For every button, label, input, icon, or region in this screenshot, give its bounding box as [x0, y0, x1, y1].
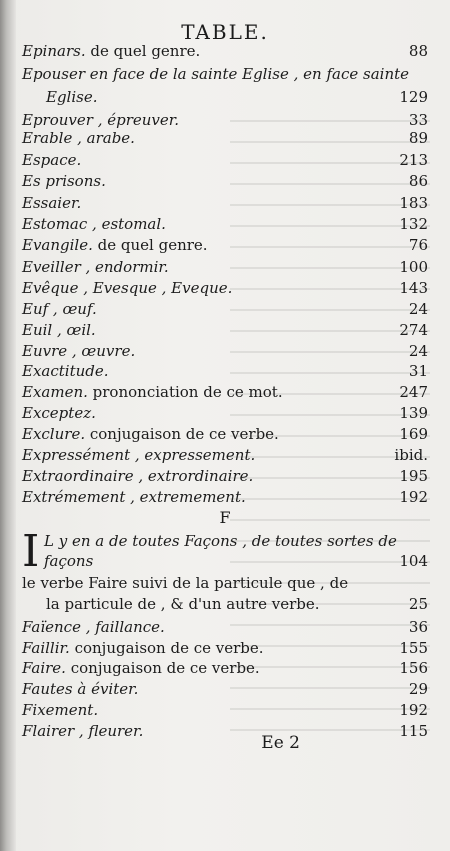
drop-cap: I — [22, 526, 40, 577]
catchword: Ee 2 — [261, 733, 300, 753]
index-entry: Fautes à éviter. 29 — [22, 680, 428, 698]
index-entry: Euil , œil. 274 — [22, 321, 428, 339]
index-entry: le verbe Faire suivi de la particule que , de — [22, 574, 349, 592]
index-entry: Fixement. 192 — [22, 701, 428, 719]
section-letter: F — [219, 508, 231, 527]
index-entry: Es prisons. 86 — [22, 172, 428, 190]
index-entry: Eprouver , épreuver. 33 — [22, 111, 428, 129]
index-entry-continuation: façons 104 — [44, 552, 428, 570]
index-entry: Faïence , faillance. 36 — [22, 618, 428, 636]
index-entry: Estomac , estomal. 132 — [22, 215, 428, 233]
index-entry: Evêque , Evesque , Eveque. 143 — [22, 279, 428, 297]
index-entry: Epinars. de quel genre. 88 — [22, 42, 428, 60]
page-gutter — [0, 0, 16, 851]
index-entry: Faillir. conjugaison de ce verbe. 155 — [22, 639, 428, 657]
index-entry: L y en a de toutes Façons , de toutes sortes de — [44, 532, 397, 550]
index-entry: Erable , arabe. 89 — [22, 129, 428, 147]
page-header: TABLE. — [181, 20, 269, 44]
index-entry: Epouser en face de la sainte Eglise , en face sainte — [22, 65, 410, 83]
index-entry-continuation: Eglise. 129 — [46, 88, 428, 106]
index-entry: Euvre , œuvre. 24 — [22, 342, 428, 360]
index-entry: Faire. conjugaison de ce verbe. 156 — [22, 659, 428, 677]
index-entry: Euf , œuf. 24 — [22, 300, 428, 318]
index-entry: Espace. 213 — [22, 151, 428, 169]
index-entry: Eveiller , endormir. 100 — [22, 258, 428, 276]
index-entry: Extrémement , extremement. 192 — [22, 488, 428, 506]
index-entry: Exclure. conjugaison de ce verbe. 169 — [22, 425, 428, 443]
index-entry: Extraordinaire , extrordinaire. 195 — [22, 467, 428, 485]
index-entry: Exceptez. 139 — [22, 404, 428, 422]
index-entry: Essaier. 183 — [22, 194, 428, 212]
index-entry: Flairer , fleurer. 115 — [22, 722, 428, 740]
index-entry-continuation: la particule de , & d'un autre verbe. 25 — [46, 595, 428, 613]
index-entry: Evangile. de quel genre. 76 — [22, 236, 428, 254]
index-entry: Exactitude. 31 — [22, 362, 428, 380]
index-entry: Examen. prononciation de ce mot. 247 — [22, 383, 428, 401]
index-entry: Expressément , expressement. ibid. — [22, 446, 428, 464]
